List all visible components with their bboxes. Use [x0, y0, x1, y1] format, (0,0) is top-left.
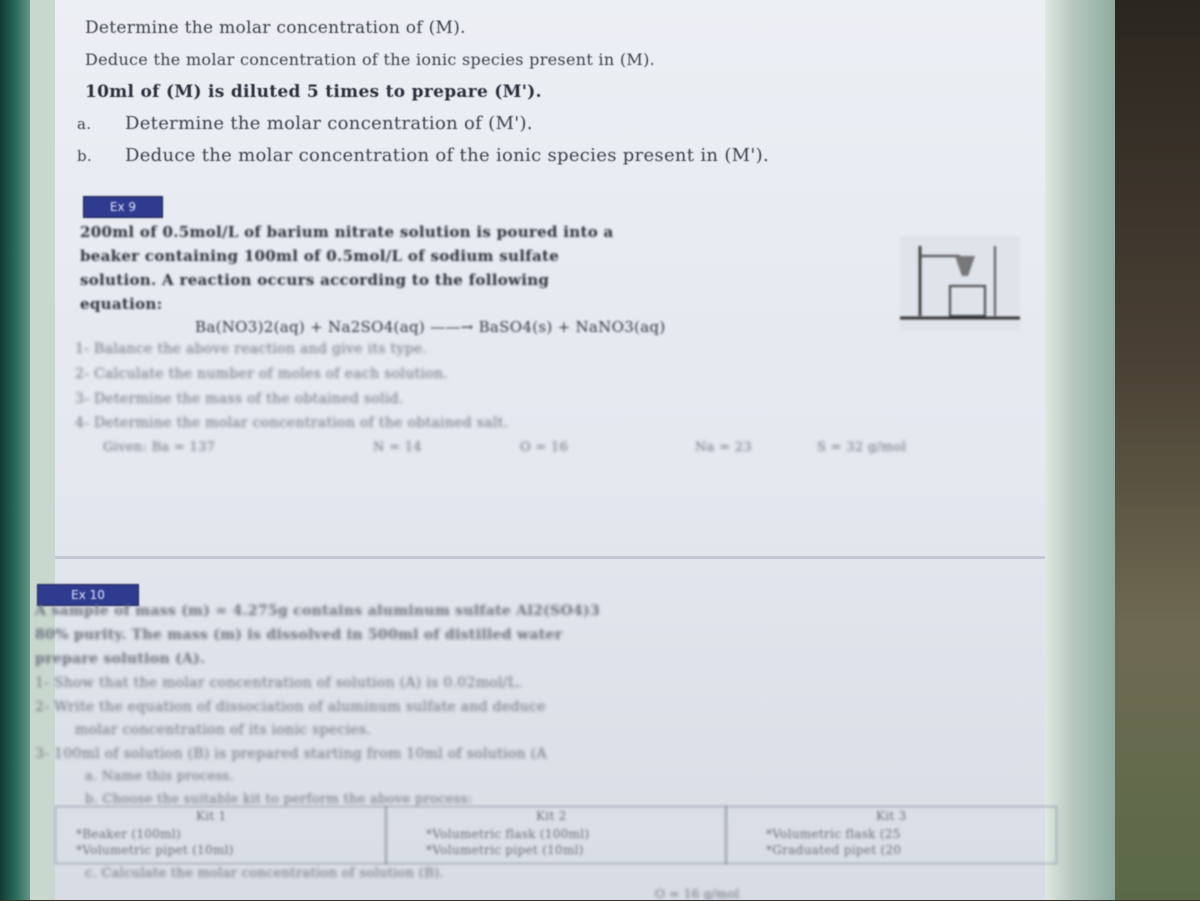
kit-2-item-1: *Volumetric flask (100ml)	[426, 827, 590, 841]
worksheet-page	[35, 0, 1045, 901]
background-desk	[1115, 0, 1200, 900]
label-b: b.	[77, 147, 92, 165]
given-s: S = 32 g/mol	[817, 440, 907, 455]
given-n: N = 14	[373, 440, 422, 455]
ex10-question-2b: molar concentration of its ionic species.	[75, 722, 372, 738]
ex9-question-1: 1- Balance the above reaction and give its type.	[75, 341, 428, 357]
line-deduce-m-prime: Deduce the molar concentration of the ionic species present in (M').	[125, 145, 769, 166]
kit-2-title: Kit 2	[536, 809, 567, 823]
kit-1-cell	[55, 806, 387, 864]
given-na: Na = 23	[695, 440, 752, 455]
ex9-paragraph-3: solution. A reaction occurs according to the following	[80, 271, 550, 289]
given-ba: Given: Ba = 137	[103, 440, 216, 455]
kit-3-item-2: *Graduated pipet (20	[766, 843, 902, 857]
ex9-question-4: 4- Determine the molar concentration of the obtained salt.	[75, 415, 509, 431]
ex10-given-o: O = 16 g/mol	[655, 887, 740, 901]
exercise-10-badge: Ex 10	[37, 584, 139, 606]
kit-3-cell	[725, 806, 1057, 864]
line-deduce-m: Deduce the molar concentration of the ionic species present in (M).	[85, 50, 655, 69]
ex10-question-3a: a. Name this process.	[85, 769, 234, 784]
ex9-paragraph-4: equation:	[80, 295, 163, 313]
ex10-question-1: 1- Show that the molar concentration of solution (A) is 0.02mol/L.	[35, 675, 523, 691]
exercise-9-badge: Ex 9	[83, 196, 163, 218]
ex9-question-3: 3- Determine the mass of the obtained solid.	[75, 391, 404, 407]
kit-2-item-2: *Volumetric pipet (10ml)	[426, 843, 584, 857]
kit-1-title: Kit 1	[196, 809, 227, 823]
kit-1-item-2: *Volumetric pipet (10ml)	[76, 843, 234, 857]
ex10-paragraph-2: 80% purity. The mass (m) is dissolved in 500ml of distilled water	[35, 627, 563, 643]
line-determine-m-prime: Determine the molar concentration of (M').	[125, 113, 533, 134]
kit-2-cell	[385, 806, 727, 864]
ex10-paragraph-3: prepare solution (A).	[35, 651, 206, 667]
line-dilution: 10ml of (M) is diluted 5 times to prepare (M').	[85, 82, 542, 102]
kit-3-title: Kit 3	[876, 809, 907, 823]
given-o: O = 16	[520, 440, 569, 455]
kit-1-item-1: *Beaker (100ml)	[76, 827, 181, 841]
ex10-question-3b: b. Choose the suitable kit to perform the above process:	[85, 792, 473, 807]
line-determine-m: Determine the molar concentration of (M).	[85, 18, 466, 38]
ex10-question-3c: c. Calculate the molar concentration of solution (B).	[85, 866, 444, 881]
section-divider	[55, 556, 1045, 559]
phone-bezel-right	[1040, 0, 1120, 900]
ex9-paragraph-2: beaker containing 100ml of 0.5mol/L of sodium sulfate	[80, 247, 560, 265]
label-a: a.	[77, 115, 92, 133]
ex10-question-2: 2- Write the equation of dissociation of aluminum sulfate and deduce	[35, 699, 546, 715]
ex9-question-2: 2- Calculate the number of moles of each solution.	[75, 366, 449, 382]
ex9-paragraph-1: 200ml of 0.5mol/L of barium nitrate solution is poured into a	[80, 223, 614, 241]
kit-3-item-1: *Volumetric flask (25	[766, 827, 901, 841]
ex10-question-3: 3- 100ml of solution (B) is prepared starting from 10ml of solution (A	[35, 746, 547, 762]
ex9-equation: Ba(NO3)2(aq) + Na2SO4(aq) ——→ BaSO4(s) + NaNO3(aq)	[195, 318, 666, 336]
filtration-apparatus-image	[900, 236, 1020, 331]
ex10-paragraph-1: A sample of mass (m) = 4.275g contains aluminum sulfate Al2(SO4)3	[35, 603, 600, 619]
